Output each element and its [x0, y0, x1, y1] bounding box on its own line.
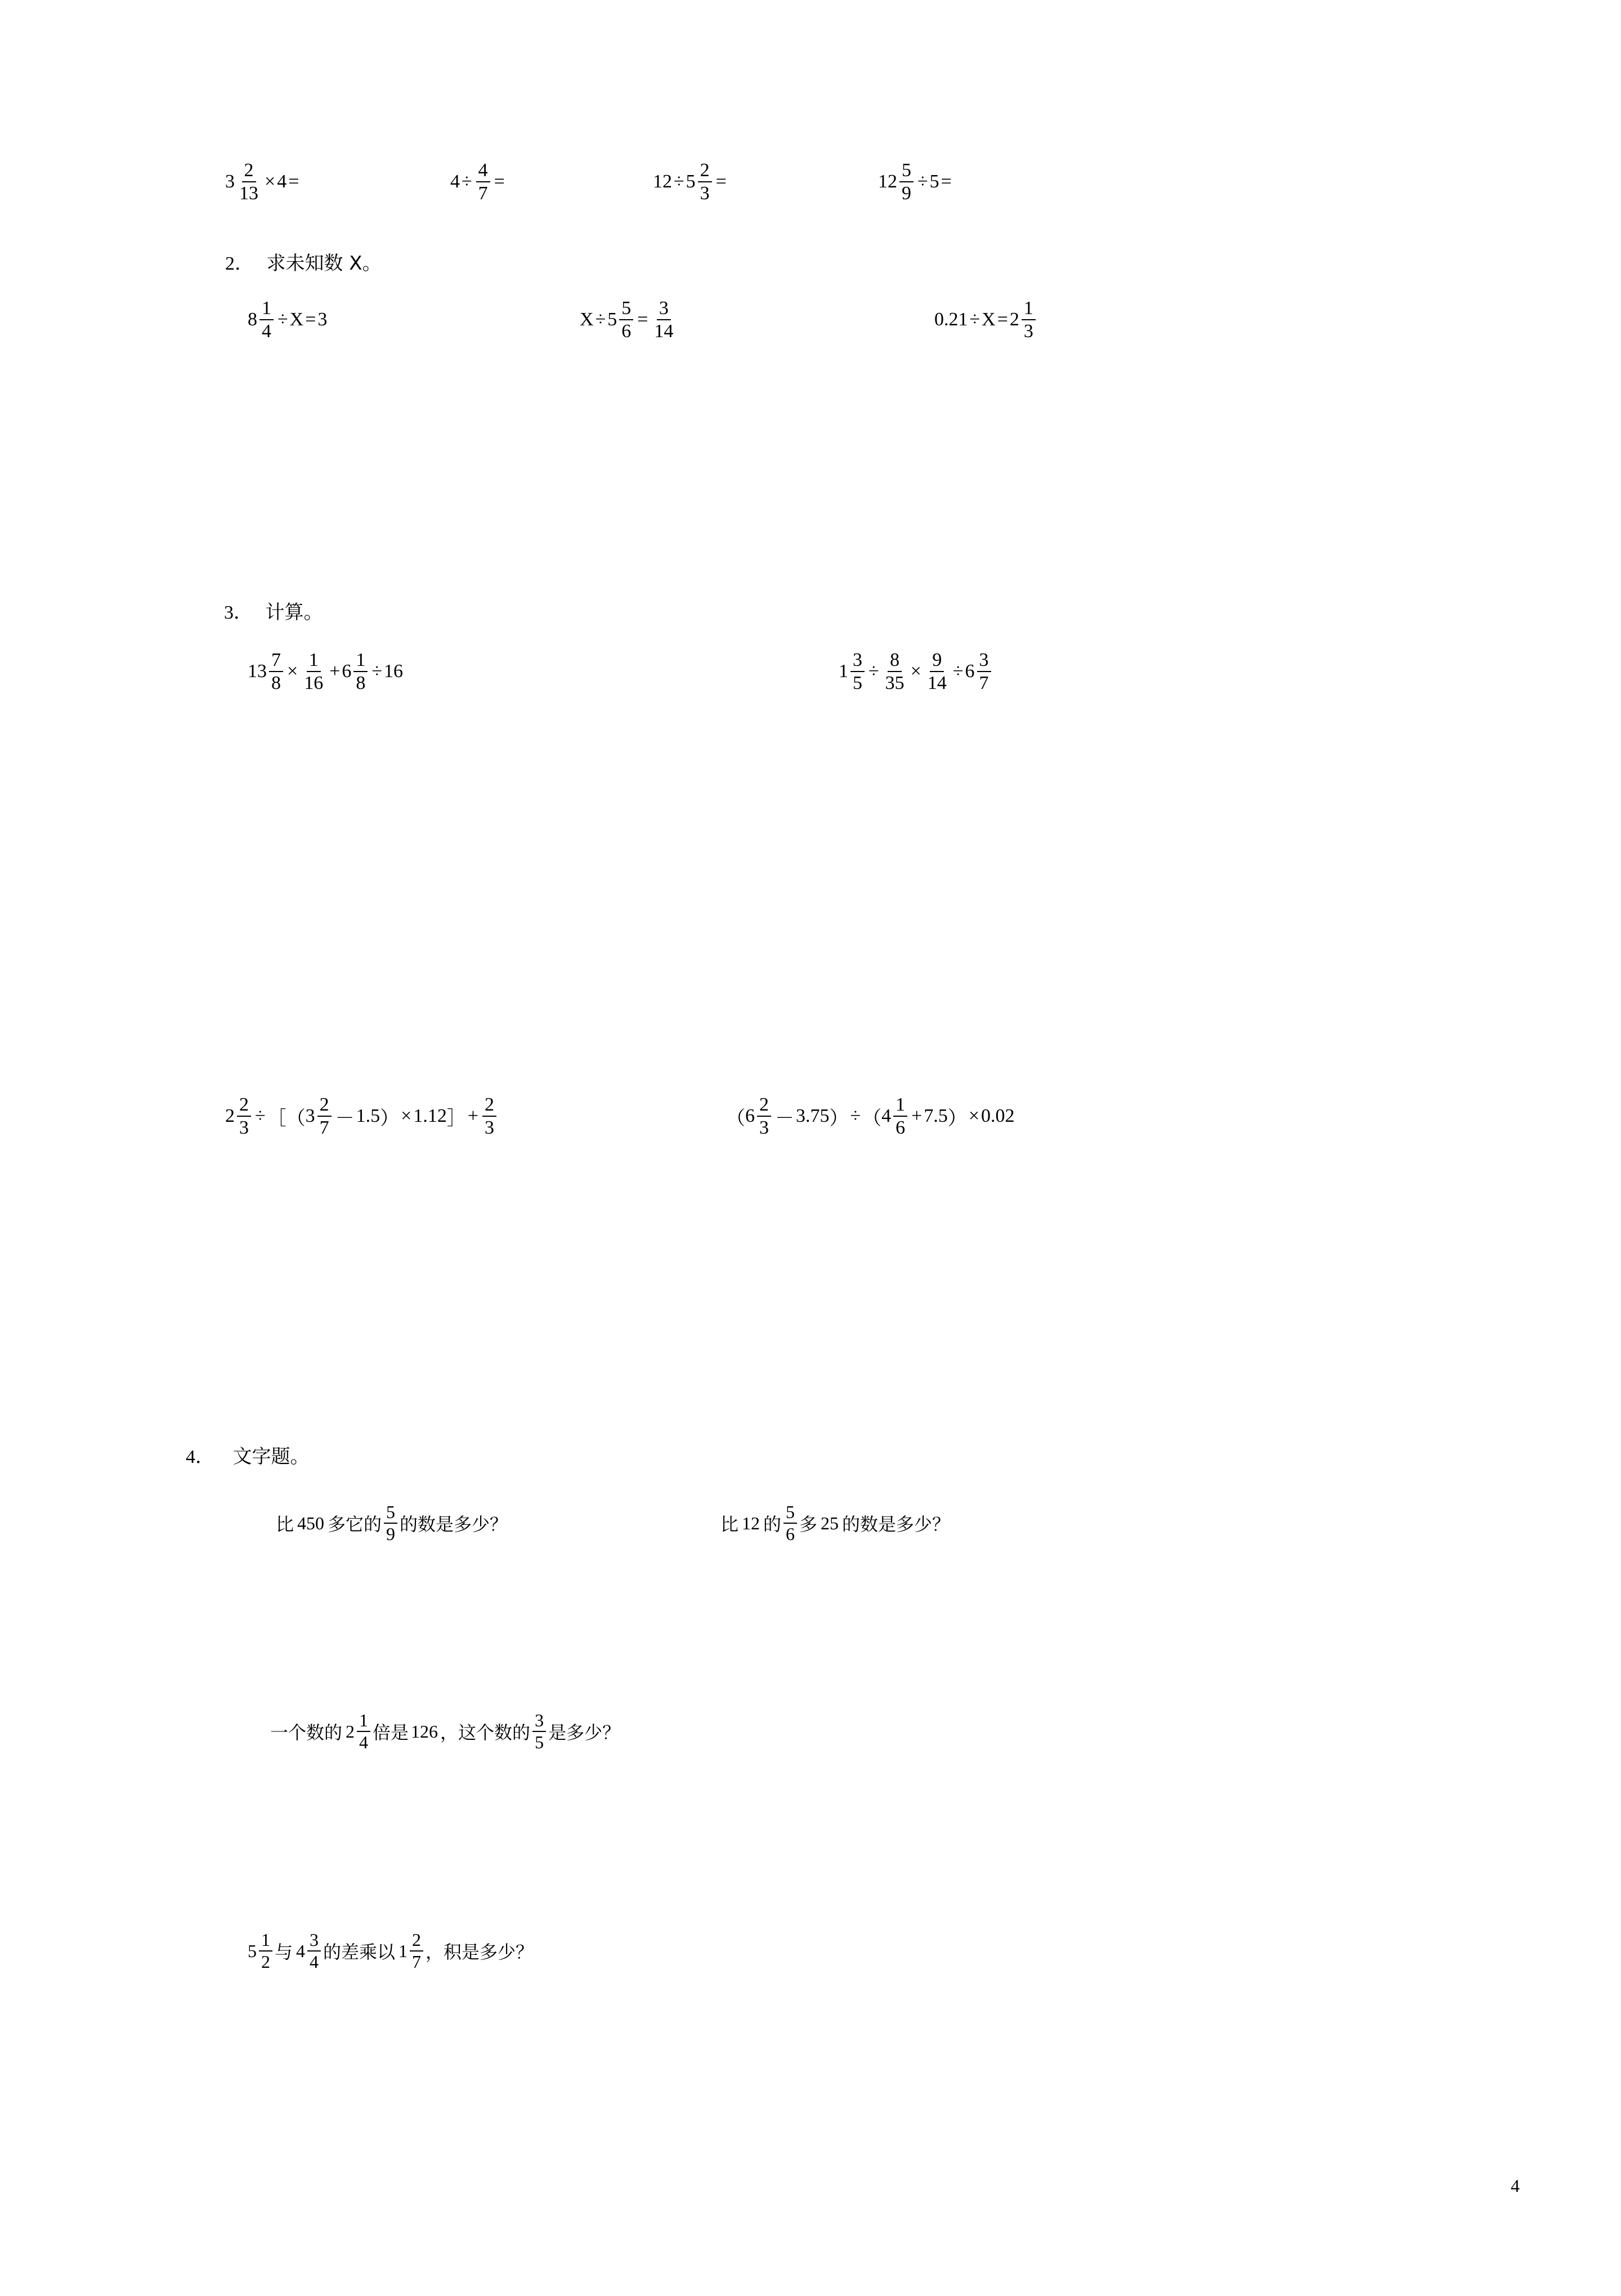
heading-section-4 — [186, 1441, 310, 1469]
fraction-2-3b: $\frac{2}{3}$ — [237, 1095, 251, 1138]
fraction-1-16: $\frac{1}{16}$ — [304, 650, 324, 693]
question-q1c: 12 ÷ 5 $\frac{2}{3}$ = — [653, 160, 727, 204]
question-q2b: X ÷ 5 $\frac{5}{6}$ = $\frac{3}{14}$ — [580, 298, 678, 341]
fraction-2-13: $\frac{2}{13}$ — [239, 160, 258, 204]
heading-4-index: 4． — [186, 1447, 214, 1467]
fraction-5-6b: $\frac{5}{6}$ — [783, 1503, 797, 1543]
heading-2-text: 求未知数 X。 — [266, 252, 382, 275]
fraction-1-3: $\frac{1}{3}$ — [1022, 298, 1036, 341]
fraction-5-9b: $\frac{5}{9}$ — [384, 1503, 397, 1543]
question-q3b: 1 $\frac{3}{5}$ ÷ $\frac{8}{35}$ × $\frac{9}{14}$ ÷ 6 $\frac{3}{7}$ — [839, 650, 993, 693]
question-row-1 — [225, 160, 301, 203]
question-row-1b — [450, 160, 507, 203]
question-q3c: 2 $\frac{2}{3}$ ÷ ［ （ 3 $\frac{2}{7}$ － 1.5 ） × 1.12 ］ + $\frac{2}{3}$ — [225, 1095, 499, 1138]
question-q3d: （ 6 $\frac{2}{3}$ － 3.75 ） ÷ （ 4 $\frac{1}{6}$ + 7.5 ） × 0.02 — [726, 1094, 1015, 1138]
fraction-1-4: $\frac{1}{4}$ — [259, 298, 274, 341]
fraction-1-8: $\frac{1}{8}$ — [353, 650, 368, 693]
fraction-3-5b: $\frac{3}{5}$ — [532, 1711, 546, 1752]
fraction-1-4b: $\frac{1}{4}$ — [357, 1711, 370, 1752]
heading-4-text: 文字题。 — [232, 1445, 310, 1468]
fraction-1-6: $\frac{1}{6}$ — [893, 1095, 907, 1138]
heading-section-3 — [224, 597, 323, 624]
fraction-3-4: $\frac{3}{4}$ — [307, 1931, 321, 1971]
fraction-4-7: $\frac{4}{7}$ — [476, 160, 490, 203]
fraction-9-14: $\frac{9}{14}$ — [927, 650, 947, 693]
page-number: 4 — [1511, 2176, 1520, 2196]
fraction-7-8: $\frac{7}{8}$ — [269, 650, 283, 693]
heading-section-2 — [225, 248, 382, 275]
fraction-1-2: $\frac{1}{2}$ — [259, 1931, 272, 1971]
question-q3a: 13 $\frac{7}{8}$ × $\frac{1}{16}$ + 6 $\frac{1}{8}$ ÷ 16 — [248, 650, 404, 693]
fraction-2-3: $\frac{2}{3}$ — [698, 160, 712, 203]
question-q4d: 5 $\frac{1}{2}$ 与 4 $\frac{3}{4}$ 的差乘以 1 $\frac{2}{7}$ ， 积是多少？ — [248, 1930, 534, 1972]
fraction-5-9: $\frac{5}{9}$ — [899, 160, 914, 203]
question-row-1d — [878, 160, 953, 203]
question-q4b: 比 12 的 $\frac{5}{6}$ 多 25 的数是多少？ — [720, 1502, 951, 1544]
question-row-1c — [653, 160, 728, 203]
question-q2a: 8 $\frac{1}{4}$ ÷ X = 3 — [248, 298, 328, 342]
question-q1b: 4 ÷ $\frac{4}{7}$ = — [450, 160, 505, 204]
heading-3-index: 3． — [224, 602, 253, 623]
fraction-3-5: $\frac{3}{5}$ — [850, 650, 865, 693]
question-q4a: 比 450 多它的 $\frac{5}{9}$ 的数是多少？ — [276, 1502, 508, 1544]
heading-2-index: 2． — [225, 253, 254, 274]
fraction-3-7: $\frac{3}{7}$ — [977, 650, 991, 693]
question-q1a: 3 $\frac{2}{13}$ × 4 = — [225, 160, 299, 204]
heading-3-text: 计算。 — [265, 601, 323, 624]
fraction-5-6: $\frac{5}{6}$ — [619, 298, 633, 341]
question-q1d: 12 $\frac{5}{9}$ ÷ 5 = — [878, 160, 952, 204]
fraction-8-35: $\frac{8}{35}$ — [885, 650, 904, 693]
fraction-2-7: $\frac{2}{7}$ — [317, 1095, 332, 1138]
question-q2c: 0.21 ÷ X = 2 $\frac{1}{3}$ — [934, 298, 1038, 341]
fraction-2-3d: $\frac{2}{3}$ — [757, 1095, 771, 1138]
fraction-2-3c: $\frac{2}{3}$ — [482, 1095, 496, 1138]
fraction-2-7b: $\frac{2}{7}$ — [410, 1931, 423, 1971]
question-q4c: 一个数的 2 $\frac{1}{4}$ 倍是 126 ， 这个数的 $\frac{3}{5}$ 是多少？ — [270, 1710, 621, 1752]
fraction-3-14: $\frac{3}{14}$ — [654, 298, 674, 342]
